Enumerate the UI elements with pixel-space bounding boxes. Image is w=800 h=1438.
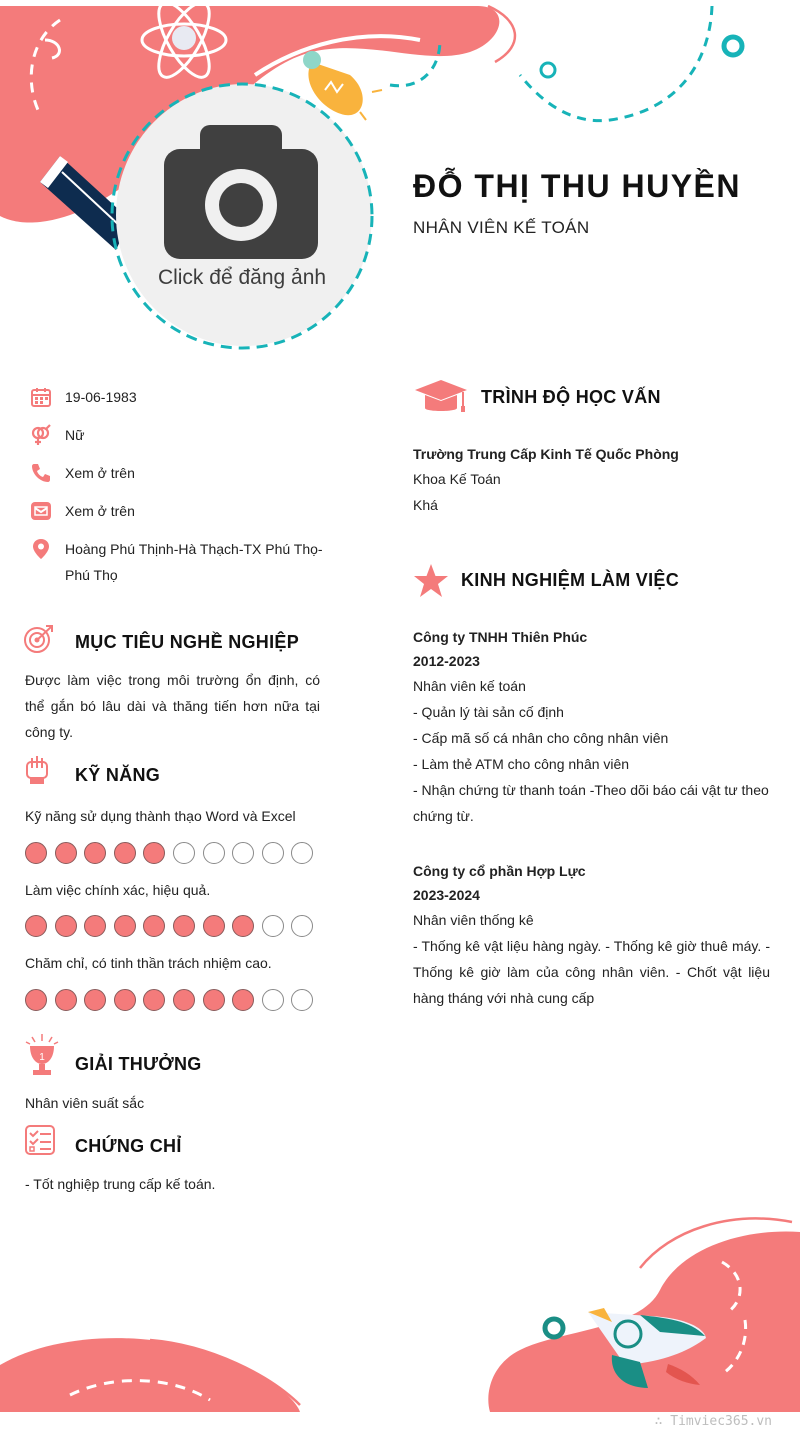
target-icon (24, 624, 54, 654)
section-title-skills: KỸ NĂNG (75, 765, 161, 785)
email-icon (30, 500, 52, 522)
contact-address: Hoàng Phú Thịnh-Hà Thạch-TX Phú Thọ-Phú Thọ (30, 536, 330, 588)
graduation-cap-icon (413, 378, 469, 416)
section-title-awards: GIẢI THƯỞNG (75, 1054, 202, 1074)
skill-rating (25, 842, 321, 864)
checklist-icon (24, 1124, 56, 1156)
job-duty: - Làm thẻ ATM cho công nhân viên (413, 756, 630, 772)
rating-dot-filled (203, 989, 225, 1011)
job-company: Công ty TNHH Thiên Phúc (413, 629, 588, 645)
rating-dot-filled (232, 915, 254, 937)
rating-dot-filled (114, 915, 136, 937)
phone-icon (30, 462, 52, 484)
job-duty: - Nhận chứng từ thanh toán -Theo dõi báo cái vật tư theo chứng từ. (413, 782, 769, 824)
rating-dot-filled (232, 989, 254, 1011)
gender-icon (30, 424, 52, 446)
star-icon (413, 563, 449, 599)
rating-dot-filled (203, 915, 225, 937)
section-title-certificates: CHỨNG CHỈ (75, 1136, 182, 1156)
calendar-icon (30, 386, 52, 408)
rating-dot-empty (262, 989, 284, 1011)
rating-dot-filled (55, 989, 77, 1011)
contact-birthday: 19-06-1983 (30, 384, 330, 410)
section-title-experience: KINH NGHIỆM LÀM VIỆC (461, 570, 680, 590)
rating-dot-filled (25, 989, 47, 1011)
rating-dot-filled (114, 842, 136, 864)
skill-name: Làm việc chính xác, hiệu quả. (25, 882, 211, 898)
rating-dot-empty (232, 842, 254, 864)
skill-name: Chăm chỉ, có tinh thần trách nhiệm cao. (25, 955, 272, 971)
rating-dot-filled (25, 915, 47, 937)
rating-dot-empty (173, 842, 195, 864)
job-description: - Thống kê vật liệu hàng ngày. - Thống kê giờ thuê máy. - Thống kê giờ làm của công nhân viên. - Chốt vật liệu hàng tháng với nhà cung cấp (413, 938, 770, 1006)
job-role: Nhân viên kế toán (413, 678, 526, 694)
rating-dot-filled (84, 989, 106, 1011)
section-title-education: TRÌNH ĐỘ HỌC VẤN (481, 387, 661, 407)
photo-upload-label[interactable]: Click để đăng ảnh (157, 266, 327, 289)
rating-dot-filled (173, 915, 195, 937)
rating-dot-empty (291, 842, 313, 864)
awards-text: Nhân viên suất sắc (25, 1095, 145, 1111)
rating-dot-empty (262, 842, 284, 864)
education-major: Khoa Kế Toán (413, 471, 501, 487)
job-title: NHÂN VIÊN KẾ TOÁN (413, 218, 590, 237)
rating-dot-empty (203, 842, 225, 864)
footer-watermark: ∴ Timviec365.vn (654, 1414, 772, 1429)
rating-dot-filled (25, 842, 47, 864)
trophy-icon (24, 1032, 60, 1078)
rating-dot-filled (143, 989, 165, 1011)
rating-dot-filled (173, 989, 195, 1011)
rating-dot-empty (291, 989, 313, 1011)
job-period: 2012-2023 (413, 653, 480, 669)
job-period: 2023-2024 (413, 887, 480, 903)
job-role: Nhân viên thống kê (413, 912, 534, 928)
rating-dot-filled (143, 842, 165, 864)
job-company: Công ty cổ phần Hợp Lực (413, 863, 586, 879)
camera-icon[interactable] (164, 125, 318, 259)
section-title-objective: MỤC TIÊU NGHỀ NGHIỆP (75, 632, 300, 652)
contact-email: Xem ở trên (30, 498, 330, 524)
logo-dots-icon: ∴ (654, 1414, 671, 1429)
education-grade: Khá (413, 497, 438, 513)
job-duty: - Cấp mã số cá nhân cho công nhân viên (413, 730, 669, 746)
skill-rating (25, 989, 321, 1011)
rating-dot-filled (114, 989, 136, 1011)
contact-phone: Xem ở trên (30, 460, 330, 486)
skill-rating (25, 915, 321, 937)
certificates-text: - Tốt nghiệp trung cấp kế toán. (25, 1176, 216, 1192)
rating-dot-filled (143, 915, 165, 937)
fist-icon (24, 754, 50, 786)
job-duty: - Quản lý tài sản cố định (413, 704, 564, 720)
location-pin-icon (30, 538, 52, 560)
rating-dot-empty (291, 915, 313, 937)
contact-gender: Nữ (30, 422, 330, 448)
rating-dot-filled (55, 842, 77, 864)
rating-dot-filled (84, 842, 106, 864)
objective-text: Được làm việc trong môi trường ổn định, có thể gắn bó lâu dài và thăng tiến hơn nữa tại công ty. (25, 672, 320, 740)
rating-dot-filled (55, 915, 77, 937)
rating-dot-filled (84, 915, 106, 937)
education-school: Trường Trung Cấp Kinh Tế Quốc Phòng (413, 446, 679, 462)
rating-dot-empty (262, 915, 284, 937)
skill-name: Kỹ năng sử dụng thành thạo Word và Excel (25, 808, 296, 824)
svg-text:1: 1 (39, 1052, 45, 1063)
candidate-name: ĐỖ THỊ THU HUYỀN (413, 168, 741, 204)
